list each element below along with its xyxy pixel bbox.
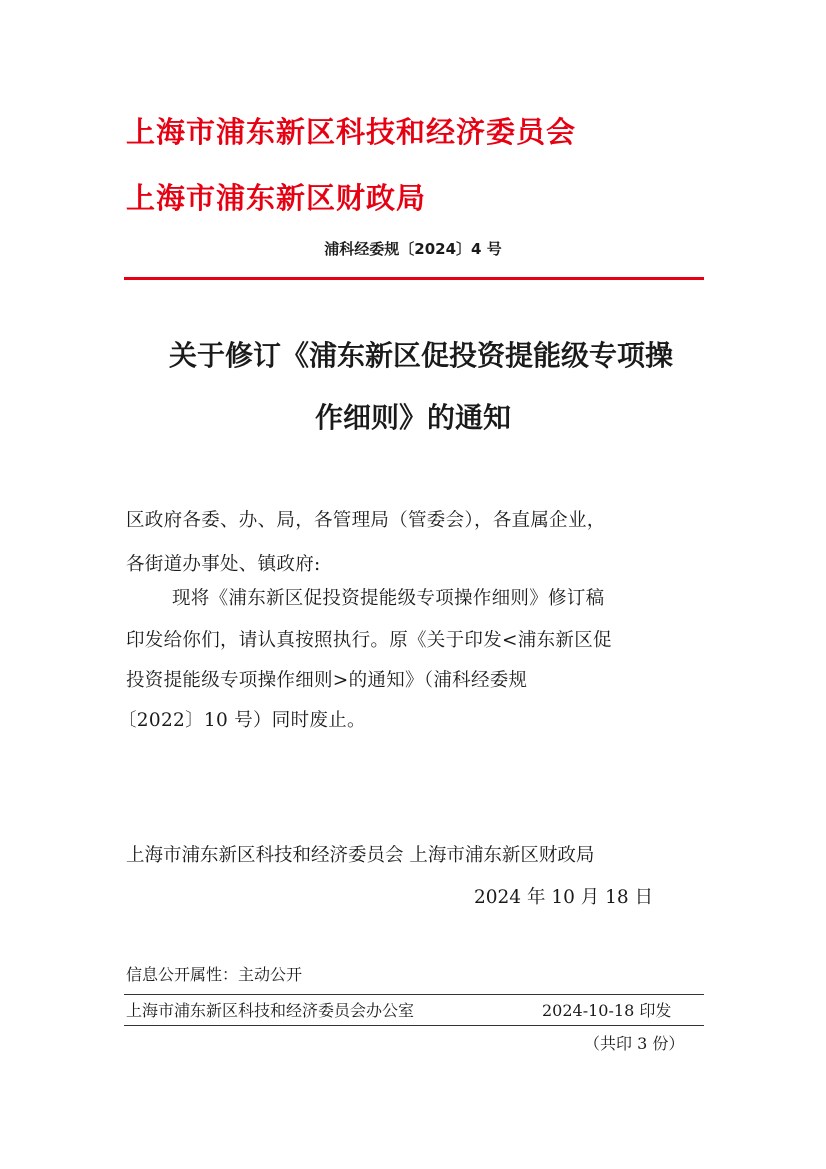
footer-divider-bottom <box>124 1025 704 1026</box>
addressee-line-2: 各街道办事处、镇政府: <box>126 554 321 575</box>
printing-office: 上海市浦东新区科技和经济委员会办公室 <box>126 1001 415 1020</box>
issuer-name-primary: 上海市浦东新区科技和经济委员会 <box>126 115 577 149</box>
header-red-divider <box>124 277 704 280</box>
document-title-line-2: 作细则》的通知 <box>314 401 511 434</box>
body-paragraph-line: 印发给你们，请认真按照执行。原《关于印发<浦东新区促 <box>126 630 612 651</box>
footer-divider-top <box>124 994 704 995</box>
print-date: 2024-10-18 印发 <box>542 1001 672 1020</box>
body-paragraph-line: 投资提能级专项操作细则>的通知》（浦科经委规 <box>126 670 528 691</box>
addressee-line-1: 区政府各委、办、局，各管理局（管委会），各直属企业， <box>126 510 606 531</box>
document-number: 浦科经委规〔2024〕4 号 <box>324 240 502 258</box>
copy-count: （共印 3 份） <box>584 1034 685 1053</box>
issuer-name-secondary: 上海市浦东新区财政局 <box>126 181 427 215</box>
disclosure-attribute: 信息公开属性：主动公开 <box>126 965 303 984</box>
body-paragraph-line: 〔2022〕10 号）同时废止。 <box>118 710 366 731</box>
document-title-line-1: 关于修订《浦东新区促投资提能级专项操 <box>168 339 673 372</box>
signoff-issuers: 上海市浦东新区科技和经济委员会 上海市浦东新区财政局 <box>126 845 595 866</box>
signoff-date: 2024 年 10 月 18 日 <box>474 887 654 908</box>
body-paragraph-line: 现将《浦东新区促投资提能级专项操作细则》修订稿 <box>172 588 605 609</box>
